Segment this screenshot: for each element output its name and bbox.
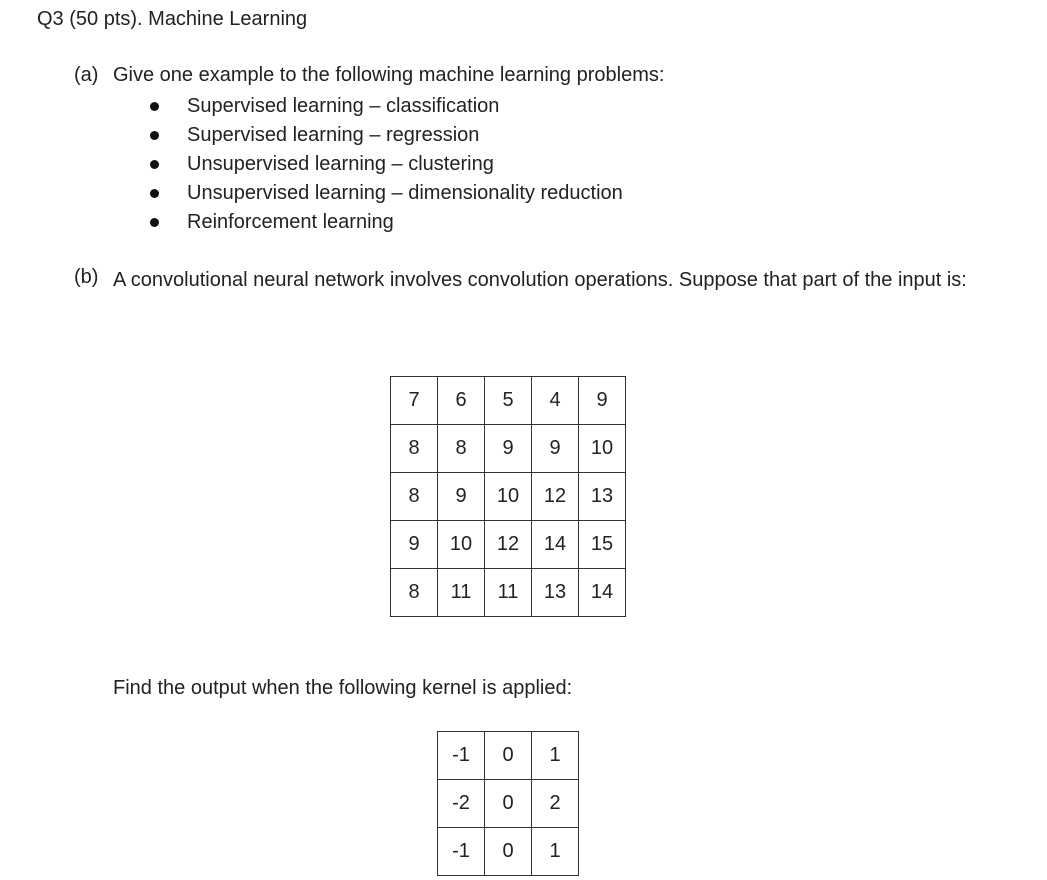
matrix-cell: 8 — [391, 425, 438, 473]
bullet-icon — [150, 218, 159, 227]
matrix-row — [391, 569, 626, 617]
question-title: Q3 (50 pts). Machine Learning — [37, 8, 308, 30]
bullet-icon — [150, 160, 159, 169]
matrix-cell: -2 — [438, 780, 485, 828]
part-b-prompt: A convolutional neural network involves convolution operations. Suppose that part of the input is: — [113, 269, 967, 291]
matrix-cell: 0 — [485, 828, 532, 876]
list-item — [148, 122, 623, 151]
matrix-cell: 13 — [579, 473, 626, 521]
matrix-row — [438, 732, 579, 780]
matrix-cell: 9 — [391, 521, 438, 569]
matrix-cell: -1 — [438, 732, 485, 780]
matrix-cell: 1 — [532, 828, 579, 876]
input-matrix — [390, 376, 626, 617]
list-item — [148, 151, 623, 180]
matrix-cell: 15 — [579, 521, 626, 569]
bullet-icon — [150, 189, 159, 198]
matrix-cell: 9 — [579, 377, 626, 425]
matrix-cell: 14 — [579, 569, 626, 617]
matrix-cell: 8 — [391, 473, 438, 521]
matrix-cell: 0 — [485, 780, 532, 828]
matrix-cell: 9 — [438, 473, 485, 521]
matrix-cell: 4 — [532, 377, 579, 425]
matrix-cell: -1 — [438, 828, 485, 876]
list-item-text: Reinforcement learning — [187, 211, 394, 233]
list-item-text: Supervised learning – classification — [187, 95, 500, 117]
matrix-row — [391, 377, 626, 425]
part-a-prompt: Give one example to the following machine learning problems: — [113, 64, 665, 86]
matrix-row — [391, 521, 626, 569]
list-item-text: Unsupervised learning – dimensionality reduction — [187, 182, 623, 204]
matrix-cell: 10 — [438, 521, 485, 569]
list-item — [148, 180, 623, 209]
bullet-icon — [150, 131, 159, 140]
list-item-text: Unsupervised learning – clustering — [187, 153, 494, 175]
matrix-row — [391, 473, 626, 521]
list-item-text: Supervised learning – regression — [187, 124, 480, 146]
matrix-cell: 9 — [532, 425, 579, 473]
matrix-cell: 5 — [485, 377, 532, 425]
matrix-cell: 10 — [485, 473, 532, 521]
part-a-label: (a) — [74, 64, 99, 86]
matrix-cell: 2 — [532, 780, 579, 828]
matrix-cell: 0 — [485, 732, 532, 780]
matrix-cell: 11 — [438, 569, 485, 617]
matrix-cell: 9 — [485, 425, 532, 473]
ml-problem-list — [148, 93, 623, 238]
kernel-matrix — [437, 731, 579, 876]
matrix-cell: 6 — [438, 377, 485, 425]
matrix-cell: 14 — [532, 521, 579, 569]
matrix-cell: 12 — [532, 473, 579, 521]
matrix-cell: 12 — [485, 521, 532, 569]
matrix-cell: 1 — [532, 732, 579, 780]
matrix-cell: 11 — [485, 569, 532, 617]
matrix-row — [391, 425, 626, 473]
kernel-prompt: Find the output when the following kernel is applied: — [113, 677, 573, 699]
bullet-icon — [150, 102, 159, 111]
list-item — [148, 209, 623, 238]
part-b-label: (b) — [74, 266, 99, 288]
matrix-cell: 8 — [438, 425, 485, 473]
matrix-cell: 13 — [532, 569, 579, 617]
matrix-row — [438, 828, 579, 876]
matrix-cell: 10 — [579, 425, 626, 473]
matrix-row — [438, 780, 579, 828]
matrix-cell: 8 — [391, 569, 438, 617]
matrix-cell: 7 — [391, 377, 438, 425]
list-item — [148, 93, 623, 122]
